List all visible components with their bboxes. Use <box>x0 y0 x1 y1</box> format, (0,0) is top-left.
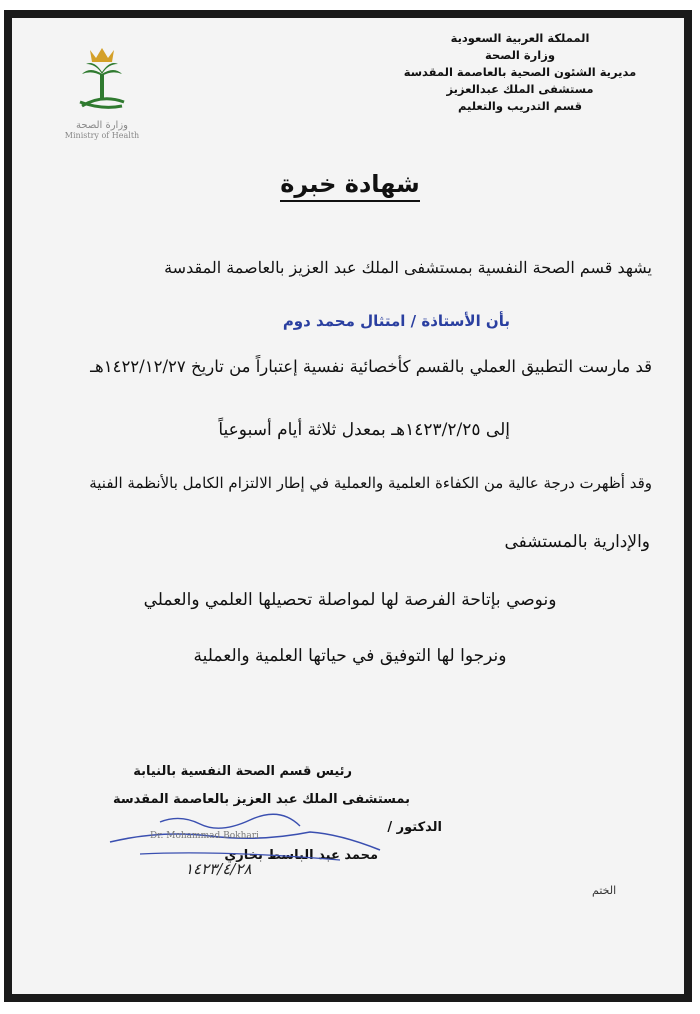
ministry-name: وزارة الصحة <box>485 48 555 62</box>
doctor-label: الدكتور / <box>387 820 442 835</box>
signatory-name: محمد عبد الباسط بخاري <box>224 848 378 863</box>
directorate-name: مديرية الشئون الصحية بالعاصمة المقدسة <box>403 65 637 79</box>
body-line-5: وقد أظهرت درجة عالية من الكفاءة العلمية والعملية في إطار الالتزام الكامل بالأنظمة الفنية <box>89 474 652 492</box>
letterhead <box>380 30 660 115</box>
signatory-role-2: بمستشفى الملك عبد العزيز بالعاصمة المقدسة <box>112 792 410 807</box>
ministry-of-health-logo <box>52 44 152 140</box>
body-line-1: يشهد قسم الصحة النفسية بمستشفى الملك عبد العزيز بالعاصمة المقدسة <box>164 258 652 277</box>
certificate-title-text: شهادة خبرة <box>280 170 420 202</box>
body-line-8: ونرجوا لها التوفيق في حياتها العلمية والعملية <box>193 646 507 666</box>
department-name: قسم التدريب والتعليم <box>458 99 582 113</box>
svg-text:وزارة الصحة: وزارة الصحة <box>76 120 128 131</box>
hospital-name: مستشفى الملك عبدالعزيز <box>446 82 594 96</box>
body-line-6: والإدارية بالمستشفى <box>504 532 650 552</box>
recipient-name-line: بأن الأستاذة / امتثال محمد دوم <box>282 312 510 330</box>
svg-text:Dr. Mohammad Bokhari: Dr. Mohammad Bokhari <box>150 831 259 841</box>
handwritten-date: ١٤٢٣/٤/٢٨ <box>185 860 252 878</box>
signatory-role-1: رئيس قسم الصحة النفسية بالنيابة <box>133 764 352 779</box>
body-line-4: إلى ١٤٢٣/٢/٢٥هـ بمعدل ثلاثة أيام أسبوعياً <box>218 420 510 440</box>
svg-text:Ministry of Health: Ministry of Health <box>64 131 140 140</box>
country-name: المملكة العربية السعودية <box>450 31 590 45</box>
stamp-label: الختم <box>592 884 617 897</box>
body-line-3: قد مارست التطبيق العملي بالقسم كأخصائية نفسية إعتباراً من تاريخ ١٤٢٢/١٢/٢٧هـ <box>90 357 652 376</box>
certificate-title <box>0 170 700 198</box>
body-line-7: ونوصي بإتاحة الفرصة لها لمواصلة تحصيلها العلمي والعملي <box>143 590 557 610</box>
